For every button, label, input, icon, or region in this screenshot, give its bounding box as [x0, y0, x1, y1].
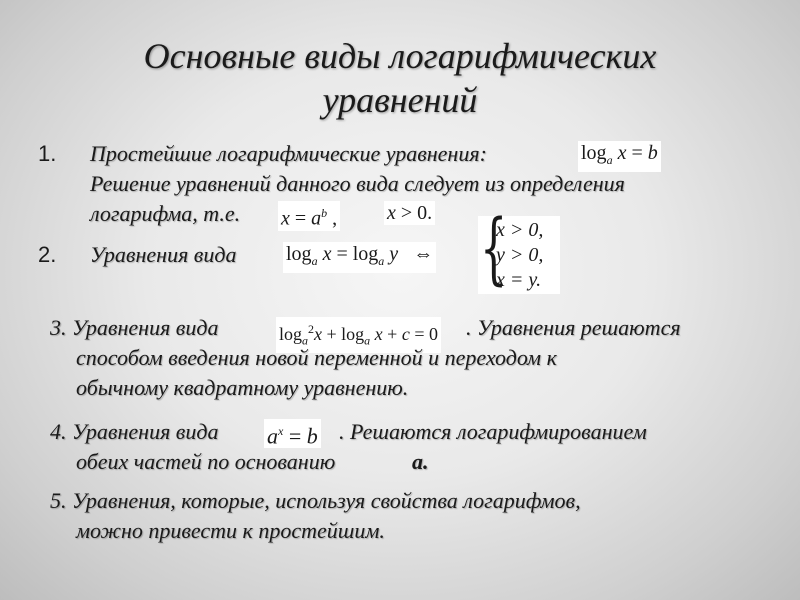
item-2-text: Уравнения вида — [90, 242, 237, 267]
item-1-number: 1. — [38, 141, 57, 166]
formula-quadratic-log: $\log_a^2x + \log_a x + c = 0$ — [276, 317, 441, 353]
title-line-2: уравнений — [322, 80, 478, 120]
item-2-number: 2. — [38, 242, 57, 267]
title-line-1: Основные виды логарифмических — [143, 36, 657, 76]
formula-log-simple: $\log_a x = b$ — [578, 141, 661, 172]
system-line-1: x > 0, — [496, 219, 544, 241]
formula-definition: $x = a^b$ , — [278, 201, 340, 231]
item-4-base: а. — [412, 449, 429, 474]
item-3-prefix: 3. Уравнения вида — [50, 315, 219, 340]
formula-condition: x > 0. — [384, 201, 435, 225]
item-1-line-2: Решение уравнений данного вида следует из определения — [90, 171, 625, 196]
item-1-line-3: логарифма, т.е. — [90, 201, 241, 226]
item-5-line-2: можно привести к простейшим. — [76, 518, 385, 543]
item-4-prefix: 4. Уравнения вида — [50, 419, 219, 444]
equation-system — [478, 204, 560, 294]
formula-log-equal: $\log_a x = \log_a y$ ⇔ — [283, 242, 436, 273]
system-line-2: y > 0, — [496, 244, 544, 266]
brace-icon: { — [480, 204, 508, 294]
formula-exponential: $a^x = b$ — [264, 419, 321, 448]
item-4-line-2: обеих частей по основанию — [76, 449, 336, 474]
item-3-line-2: способом введения новой переменной и переходом к — [76, 345, 557, 370]
system-line-3: x = y. — [496, 269, 542, 291]
slide-title — [0, 34, 800, 122]
item-1-line-1: Простейшие логарифмические уравнения: — [90, 141, 487, 166]
item-3-suffix: . Уравнения решаются — [466, 315, 681, 340]
item-5-line-1: 5. Уравнения, которые, используя свойства логарифмов, — [50, 488, 581, 513]
item-3-line-3: обычному квадратному уравнению. — [76, 375, 409, 400]
item-4-suffix: . Решаются логарифмированием — [339, 419, 647, 444]
